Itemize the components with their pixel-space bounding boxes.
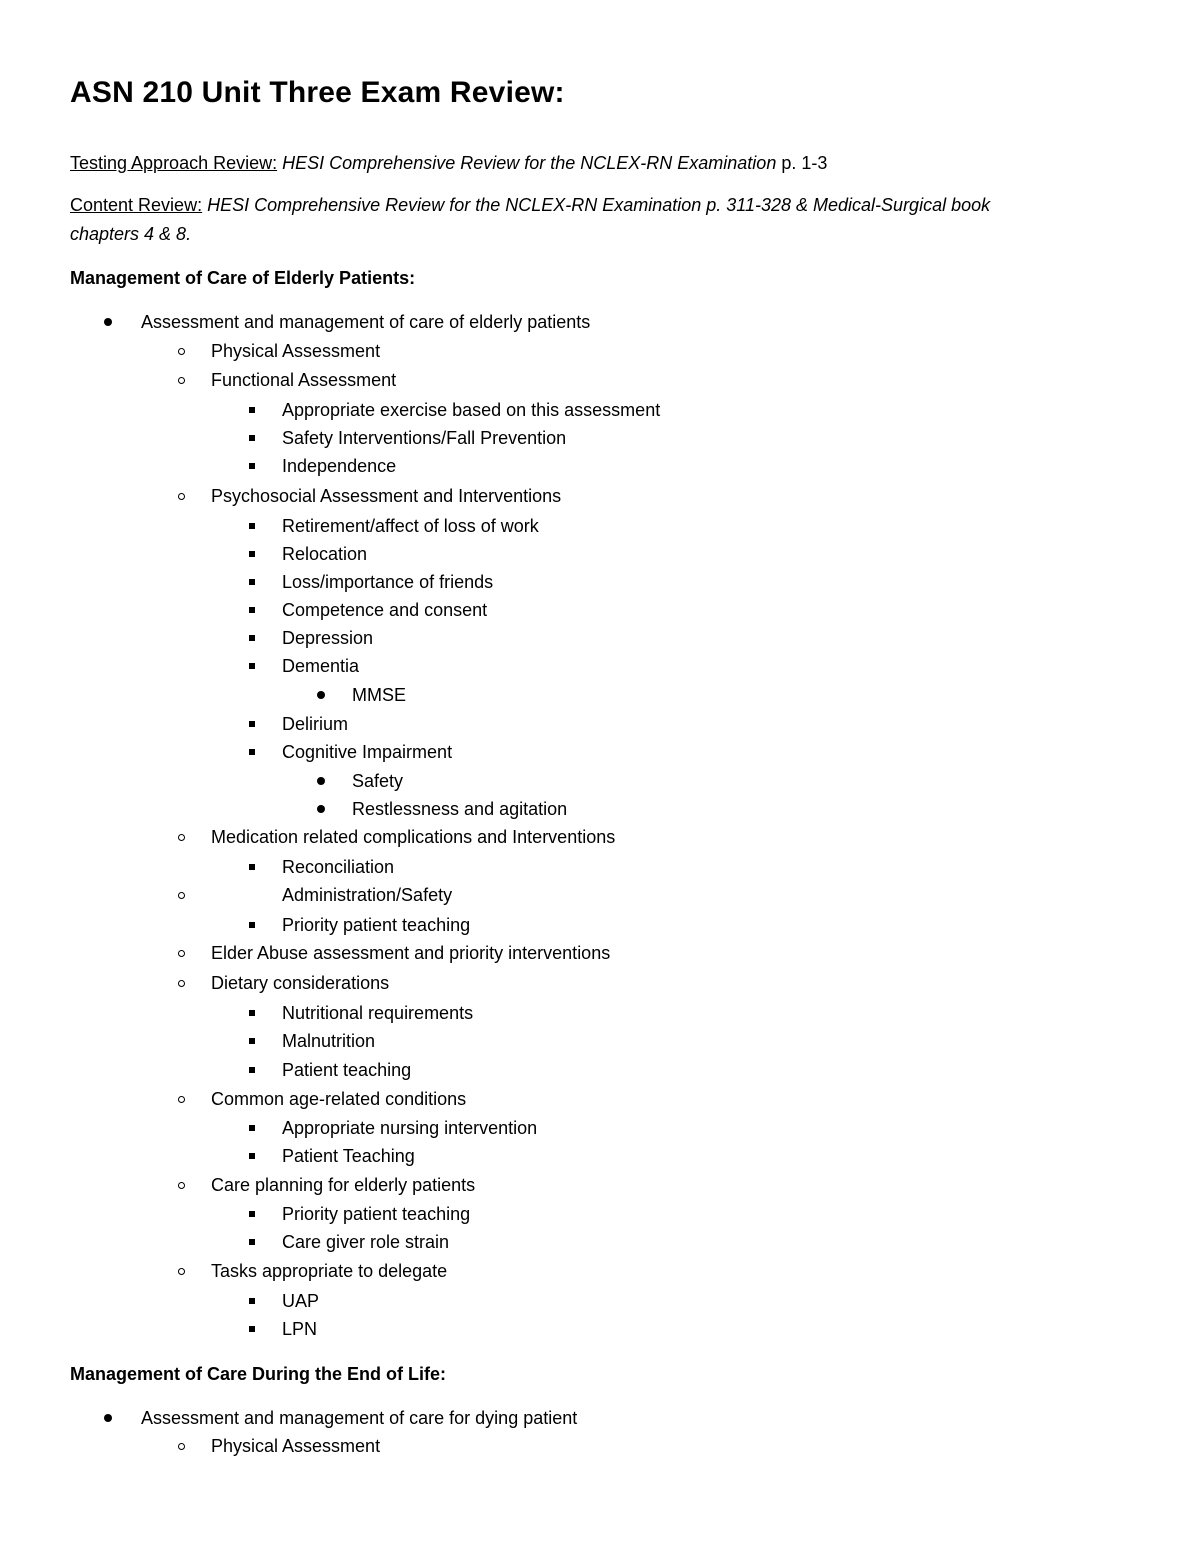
outline-item-text: UAP xyxy=(282,1291,320,1311)
bullet-square-icon xyxy=(243,599,261,621)
outline-item-text: Retirement/affect of loss of work xyxy=(282,516,539,536)
outline-item-text: Administration/Safety xyxy=(282,885,453,905)
outline-item-text: Malnutrition xyxy=(282,1031,376,1051)
bullet-square-icon xyxy=(243,713,261,735)
outline-item-text: Functional Assessment xyxy=(211,370,397,390)
bullet-square-icon xyxy=(243,427,261,449)
bullet-circle-icon xyxy=(172,884,190,906)
bullet-circle-icon xyxy=(172,1088,190,1110)
outline-item-text: Appropriate nursing intervention xyxy=(282,1118,538,1138)
bullet-square-icon xyxy=(243,399,261,421)
page-title: ASN 210 Unit Three Exam Review: xyxy=(70,76,565,109)
bullet-square-icon xyxy=(243,741,261,763)
outline-item-text: Common age-related conditions xyxy=(211,1089,467,1109)
outline-item-text: Physical Assessment xyxy=(211,1436,381,1456)
outline-item-text: Assessment and management of care of elderly patients xyxy=(141,312,591,332)
bullet-square-icon xyxy=(243,1145,261,1167)
section-heading-elderly: Management of Care of Elderly Patients: xyxy=(70,268,416,288)
testing-approach-book: HESI Comprehensive Review for the NCLEX-RN Examination xyxy=(282,153,777,173)
outline-item-text: Patient teaching xyxy=(282,1060,412,1080)
outline-item-text: Cognitive Impairment xyxy=(282,742,453,762)
bullet-square-icon xyxy=(243,571,261,593)
content-review-line1: HESI Comprehensive Review for the NCLEX-RN Examination p. 311-328 & Medical-Surgical book xyxy=(207,195,991,215)
bullet-circle-icon xyxy=(172,369,190,391)
bullet-circle-icon xyxy=(172,826,190,848)
outline-item-text: Psychosocial Assessment and Interventions xyxy=(211,486,562,506)
testing-approach-label: Testing Approach Review: xyxy=(70,153,278,173)
bullet-square-icon xyxy=(243,1290,261,1312)
bullet-circle-icon xyxy=(172,340,190,362)
testing-approach-line xyxy=(70,149,827,178)
outline-item-text: Tasks appropriate to delegate xyxy=(211,1261,448,1281)
outline-item-text: Physical Assessment xyxy=(211,341,381,361)
outline-item-text: Care giver role strain xyxy=(282,1232,450,1252)
bullet-square-icon xyxy=(243,1318,261,1340)
bullet-disc-icon xyxy=(99,311,117,333)
bullet-disc-icon xyxy=(312,684,330,706)
content-review-line2: chapters 4 & 8. xyxy=(70,224,192,244)
outline-item-text: Reconciliation xyxy=(282,857,395,877)
bullet-disc-icon xyxy=(312,770,330,792)
outline-item-text: LPN xyxy=(282,1319,318,1339)
outline-item-text: Independence xyxy=(282,456,397,476)
outline-item-text: Loss/importance of friends xyxy=(282,572,494,592)
content-review-paragraph xyxy=(70,191,990,249)
bullet-disc-icon xyxy=(99,1407,117,1429)
bullet-square-icon xyxy=(243,455,261,477)
bullet-square-icon xyxy=(243,515,261,537)
bullet-circle-icon xyxy=(172,1435,190,1457)
bullet-square-icon xyxy=(243,1030,261,1052)
outline-item-text: Priority patient teaching xyxy=(282,1204,471,1224)
bullet-square-icon xyxy=(243,543,261,565)
outline-item-text: Depression xyxy=(282,628,374,648)
bullet-circle-icon xyxy=(172,1260,190,1282)
outline-item-text: Safety xyxy=(352,771,404,791)
outline-item-text: Nutritional requirements xyxy=(282,1003,474,1023)
bullet-square-icon xyxy=(243,1059,261,1081)
bullet-disc-icon xyxy=(312,798,330,820)
outline-item-text: Safety Interventions/Fall Prevention xyxy=(282,428,567,448)
bullet-square-icon xyxy=(243,856,261,878)
section-heading-end-of-life: Management of Care During the End of Life: xyxy=(70,1364,447,1384)
bullet-square-icon xyxy=(243,1203,261,1225)
outline-item-text: Care planning for elderly patients xyxy=(211,1175,476,1195)
outline-item-text: Assessment and management of care for dying patient xyxy=(141,1408,578,1428)
bullet-square-icon xyxy=(243,1117,261,1139)
outline-item-text: Elder Abuse assessment and priority interventions xyxy=(211,943,611,963)
outline-item-text: Competence and consent xyxy=(282,600,488,620)
outline-item-text: Dementia xyxy=(282,656,360,676)
outline-item-text: MMSE xyxy=(352,685,406,705)
outline-item-text: Patient Teaching xyxy=(282,1146,415,1166)
outline-item-text: Delirium xyxy=(282,714,349,734)
outline-item-text: Medication related complications and Interventions xyxy=(211,827,616,847)
bullet-square-icon xyxy=(243,655,261,677)
testing-approach-pages: p. 1-3 xyxy=(776,153,828,173)
content-review-label: Content Review: xyxy=(70,195,203,215)
bullet-circle-icon xyxy=(172,485,190,507)
bullet-square-icon xyxy=(243,627,261,649)
outline-item-text: Priority patient teaching xyxy=(282,915,471,935)
outline-item-text: Restlessness and agitation xyxy=(352,799,568,819)
bullet-square-icon xyxy=(243,1002,261,1024)
bullet-square-icon xyxy=(243,914,261,936)
outline-item-text: Relocation xyxy=(282,544,368,564)
outline-item-text: Appropriate exercise based on this assessment xyxy=(282,400,661,420)
outline-item-text: Dietary considerations xyxy=(211,973,390,993)
bullet-circle-icon xyxy=(172,972,190,994)
bullet-square-icon xyxy=(243,1231,261,1253)
bullet-circle-icon xyxy=(172,942,190,964)
bullet-circle-icon xyxy=(172,1174,190,1196)
